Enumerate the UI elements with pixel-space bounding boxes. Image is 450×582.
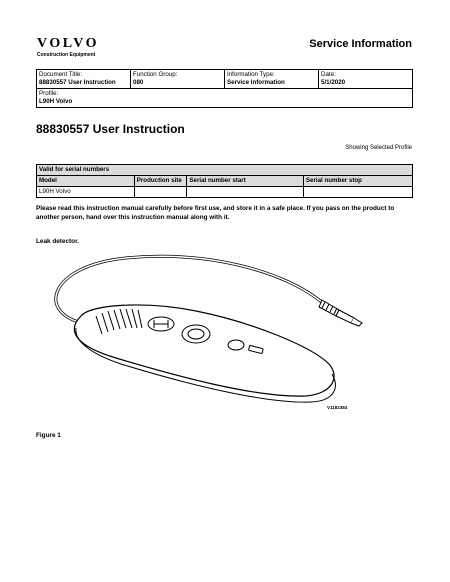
figure-label: Figure 1 <box>36 432 61 439</box>
serial-number-table <box>36 164 413 198</box>
profile-cell <box>37 89 413 108</box>
profile-label: Profile: <box>39 90 59 97</box>
column-header-serial-start: Serial number start <box>187 176 304 187</box>
date-cell <box>319 70 413 89</box>
function-group-label: Function Group: <box>133 71 178 78</box>
cell-production-site <box>134 187 187 198</box>
volvo-logo: VOLVO <box>37 36 99 51</box>
cell-model: L90H Volvo <box>37 187 135 198</box>
profile-value: L90H Volvo <box>39 98 73 105</box>
probe-tip-icon <box>319 300 362 326</box>
date-label: Date: <box>321 71 336 78</box>
column-header-model: Model <box>37 176 135 187</box>
serial-table-caption: Valid for serial numbers <box>37 165 413 176</box>
information-type-value: Service Information <box>227 79 285 86</box>
logo-subtitle: Construction Equipment <box>37 52 96 58</box>
column-header-serial-stop: Serial number stop <box>303 176 412 187</box>
leak-detector-illustration <box>36 246 366 406</box>
information-type-label: Information Type: <box>227 71 275 78</box>
document-title-cell <box>37 70 131 89</box>
image-reference: V1182384 <box>327 405 348 410</box>
table-row <box>37 187 413 198</box>
information-type-cell <box>225 70 319 89</box>
cell-serial-stop <box>303 187 412 198</box>
cell-serial-start <box>187 187 304 198</box>
document-title-value: 88830557 User Instruction <box>39 79 116 86</box>
function-group-value: 080 <box>133 79 144 86</box>
service-information-heading: Service Information <box>309 38 412 50</box>
warning-paragraph: Please read this instruction manual carefully before first use, and store it in a safe place. If you pass on the product to another person, hand over this instruction manual along with it. <box>36 205 395 221</box>
document-meta-table <box>36 69 413 108</box>
page-title: 88830557 User Instruction <box>36 122 185 136</box>
function-group-cell <box>131 70 225 89</box>
image-caption: Leak detector. <box>36 238 79 245</box>
profile-note: Showing Selected Profile <box>345 145 412 151</box>
document-title-label: Document Title: <box>39 71 82 78</box>
date-value: 5/1/2020 <box>321 79 346 86</box>
column-header-production-site: Production site <box>134 176 187 187</box>
